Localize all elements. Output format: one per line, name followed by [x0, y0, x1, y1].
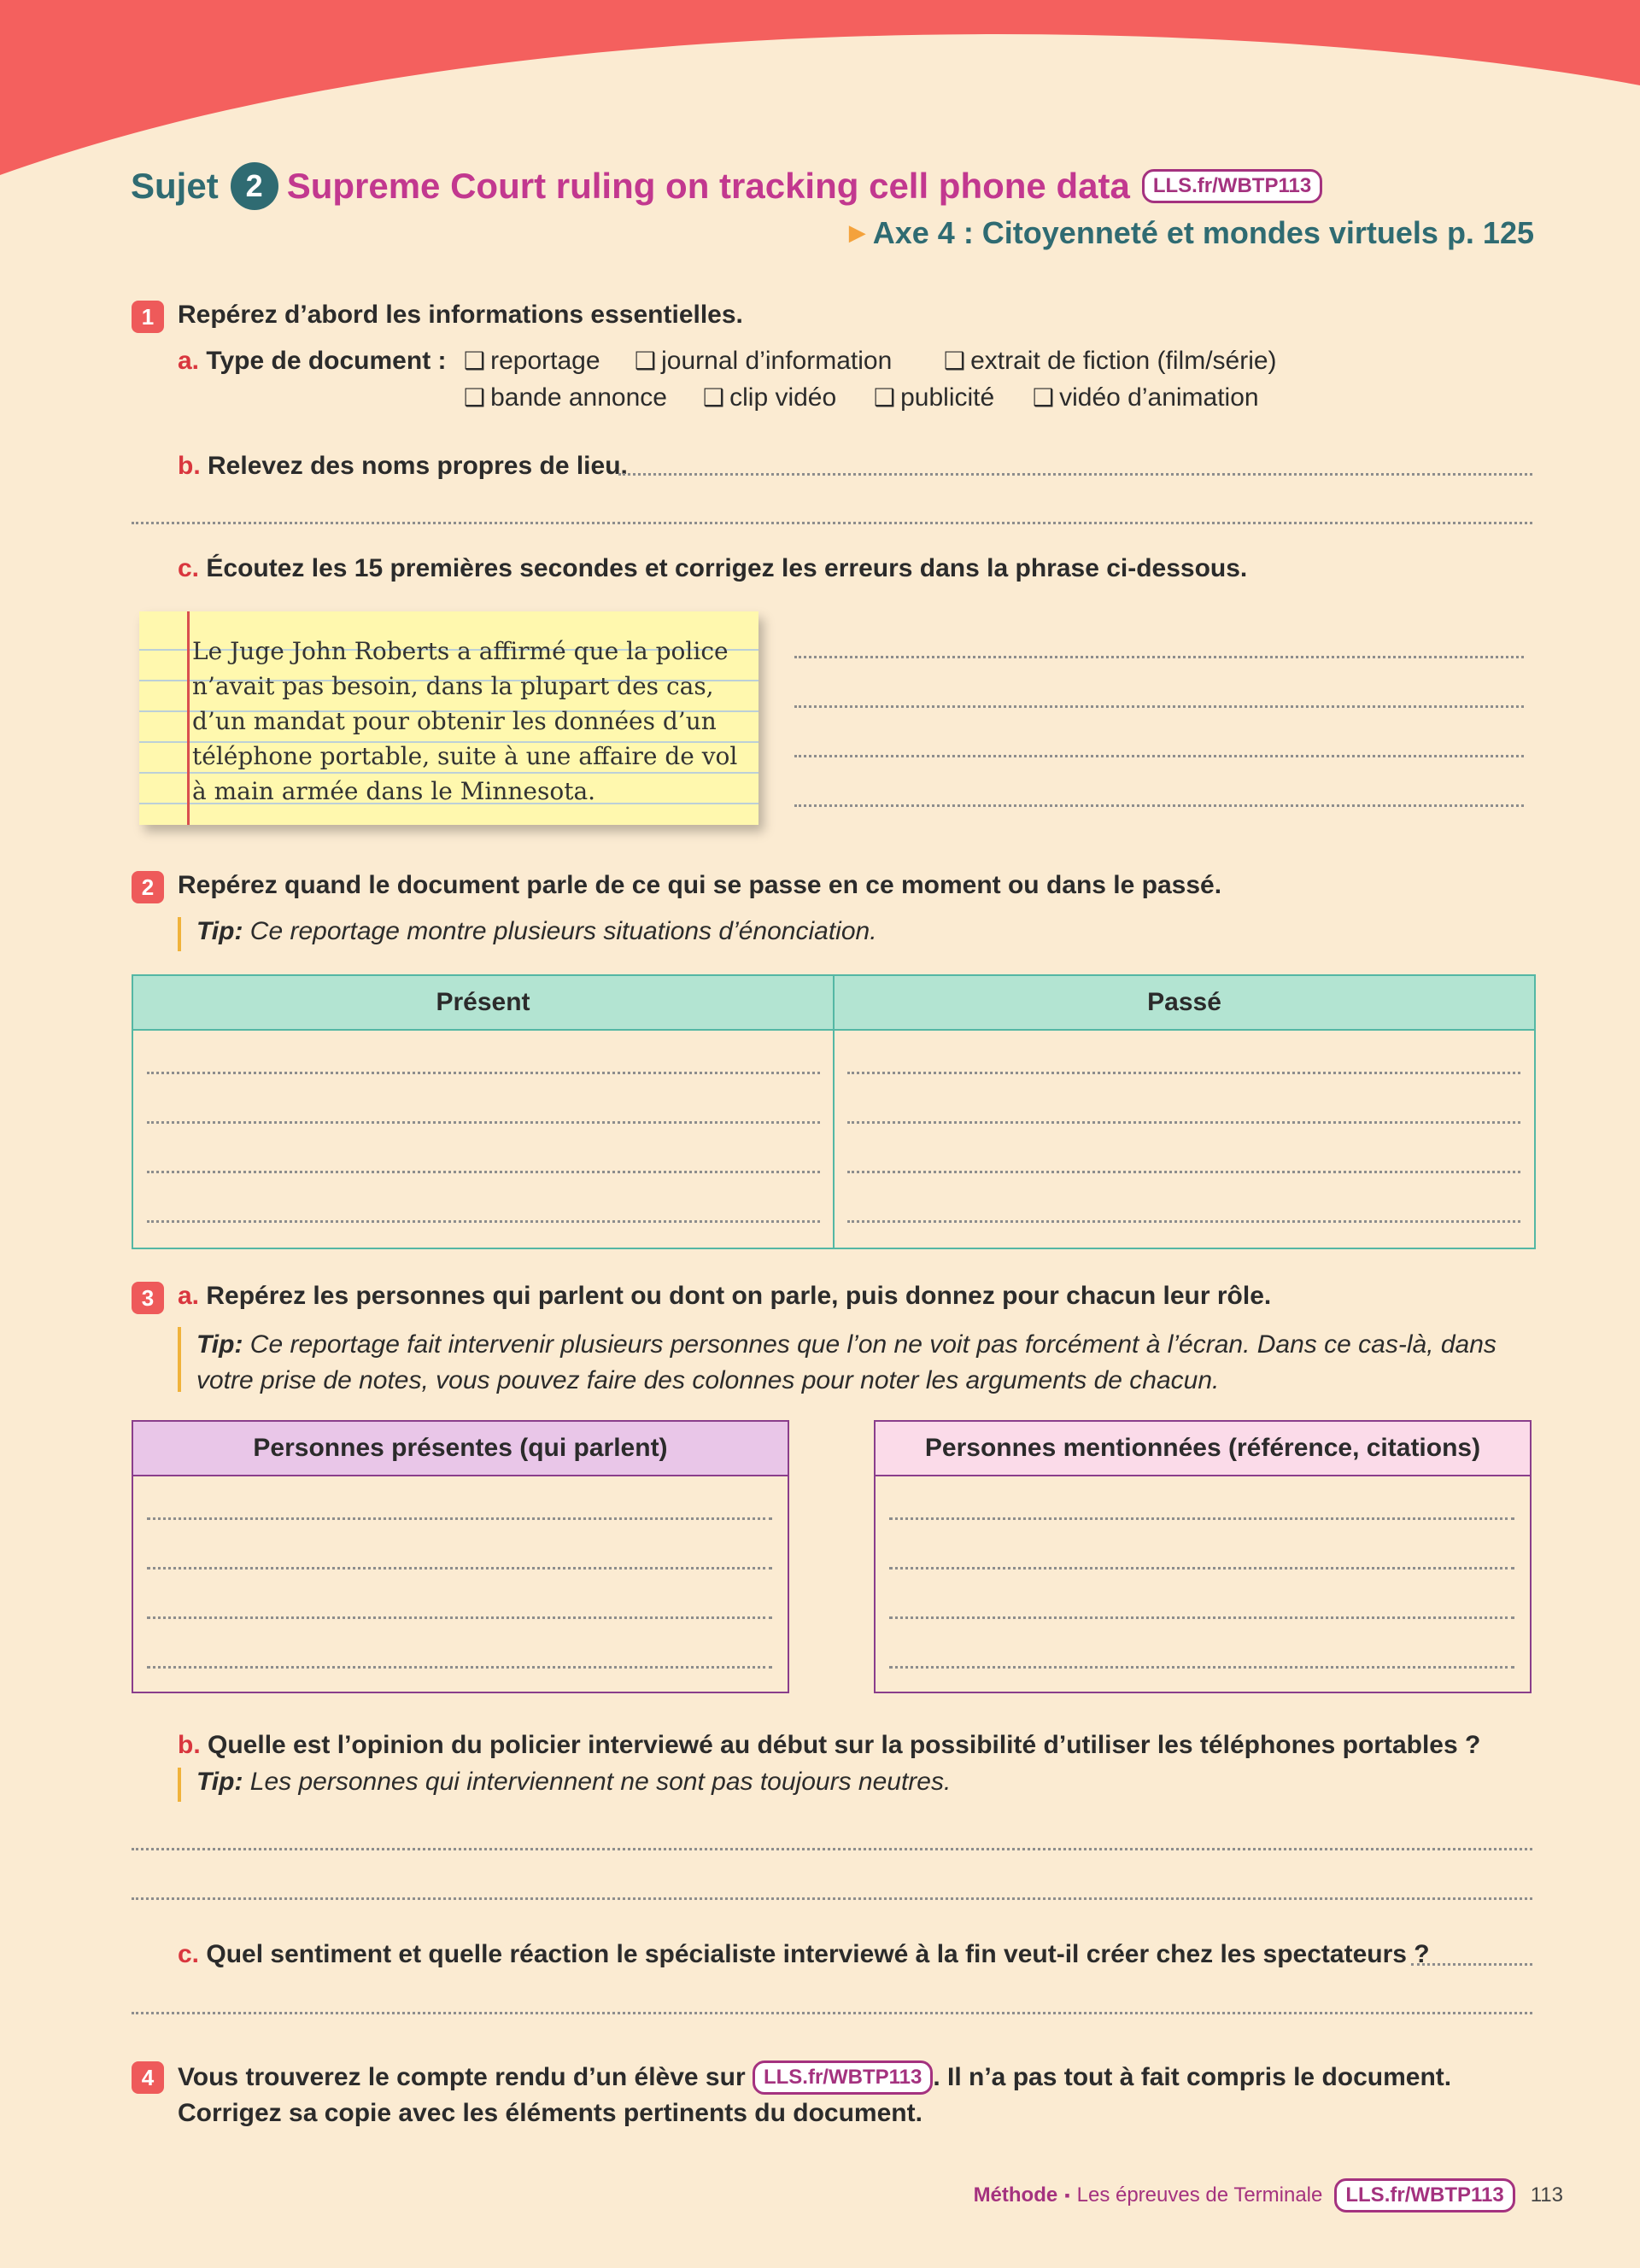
tip-label: Tip: [196, 1330, 243, 1359]
answer-line[interactable] [1411, 1963, 1532, 1966]
triangle-arrow-icon: ▶ [848, 219, 866, 245]
answer-line[interactable] [794, 755, 1524, 757]
doc-type-option-bande-annonce[interactable] [464, 383, 667, 412]
answer-line[interactable] [889, 1666, 1514, 1669]
doc-type-option-journal[interactable] [635, 347, 892, 376]
q1a-label [178, 347, 447, 376]
answer-line[interactable] [847, 1121, 1520, 1124]
tip-label: Tip: [196, 1768, 243, 1796]
question-1-title: Repérez d’abord les informations essentielles. [178, 301, 743, 329]
answer-line[interactable] [132, 2012, 1532, 2014]
q3c-text: Quel sentiment et quelle réaction le spécialiste interviewé à la fin veut-il créer chez les spectateurs ? [206, 1940, 1430, 1968]
question-number-1: 1 [132, 301, 164, 333]
q3b-tip [196, 1768, 951, 1797]
persons-present-table [132, 1420, 789, 1693]
table-header-persons-present: Personnes présentes (qui parlent) [253, 1434, 668, 1462]
question-4-text [178, 2060, 1451, 2131]
option-label: publicité [900, 383, 995, 412]
answer-line[interactable] [847, 1171, 1520, 1173]
q1c-letter: c. [178, 554, 200, 582]
persons-mentioned-table [874, 1420, 1532, 1693]
checkbox-icon[interactable]: ❑ [464, 384, 486, 411]
doc-type-option-publicite[interactable] [874, 383, 994, 412]
option-label: reportage [490, 347, 600, 375]
page-number: 113 [1530, 2183, 1563, 2207]
table-header-persons-mentioned: Personnes mentionnées (référence, citations) [924, 1434, 1481, 1462]
sujet-label: Sujet [131, 166, 219, 206]
q3a-label [178, 1282, 1271, 1311]
option-label: clip vidéo [729, 383, 837, 412]
page-footer [974, 2178, 1563, 2212]
q3b-label [178, 1731, 1480, 1760]
q1b-text: Relevez des noms propres de lieu. [208, 452, 628, 480]
sticky-note [139, 611, 758, 825]
question-number-4: 4 [132, 2061, 164, 2094]
note-margin-line [187, 611, 190, 825]
note-line: n’avait pas besoin, dans la plupart des cas, [192, 672, 714, 700]
tip-text: Ce reportage montre plusieurs situations d’énonciation. [249, 917, 877, 945]
table-header-past: Passé [1147, 988, 1221, 1016]
top-wave-decoration [0, 0, 1640, 184]
checkbox-icon[interactable]: ❑ [464, 348, 486, 374]
answer-line[interactable] [618, 473, 1532, 476]
q4-line2: Corrigez sa copie avec les éléments pertinents du document. [178, 2099, 922, 2127]
tip-bar [178, 1768, 181, 1802]
answer-line[interactable] [132, 522, 1532, 524]
option-label: journal d’information [661, 347, 893, 375]
present-past-table [132, 974, 1536, 1249]
tip-bar [178, 1327, 181, 1392]
answer-line[interactable] [794, 656, 1524, 658]
answer-line[interactable] [889, 1567, 1514, 1569]
q1a-letter: a. [178, 347, 200, 375]
table-header-present: Présent [436, 988, 530, 1016]
q4-text-after: . Il n’a pas tout à fait compris le document. [933, 2063, 1452, 2091]
q1a-text: Type de document : [206, 347, 447, 375]
tip-text: votre prise de notes, vous pouvez faire des colonnes pour noter les arguments de chacun. [196, 1366, 1220, 1394]
doc-type-option-fiction[interactable] [944, 347, 1277, 376]
note-line: téléphone portable, suite à une affaire de vol [192, 742, 738, 770]
answer-line[interactable] [147, 1517, 772, 1520]
answer-line[interactable] [132, 1848, 1532, 1850]
q3a-text: Repérez les personnes qui parlent ou dont on parle, puis donnez pour chacun leur rôle. [206, 1282, 1272, 1310]
checkbox-icon[interactable]: ❑ [1033, 384, 1055, 411]
q3b-text: Quelle est l’opinion du policier interviewé au début sur la possibilité d’utiliser les téléphones portables ? [208, 1731, 1481, 1759]
tip-bar [178, 917, 181, 951]
checkbox-icon[interactable]: ❑ [944, 348, 966, 374]
q3b-letter: b. [178, 1731, 201, 1759]
page-title [131, 161, 1322, 212]
answer-line[interactable] [847, 1072, 1520, 1074]
doc-type-option-animation[interactable] [1033, 383, 1259, 412]
doc-type-option-clip[interactable] [703, 383, 836, 412]
q1c-text: Écoutez les 15 premières secondes et corrigez les erreurs dans la phrase ci-dessous. [206, 554, 1248, 582]
option-label: vidéo d’animation [1059, 383, 1259, 412]
q1b-label [178, 452, 628, 481]
question-number-3: 3 [132, 1282, 164, 1314]
answer-line[interactable] [147, 1616, 772, 1619]
note-line: à main armée dans le Minnesota. [192, 777, 596, 805]
axe-reference[interactable] [849, 215, 1534, 251]
q3a-letter: a. [178, 1282, 200, 1310]
q2-tip [196, 917, 877, 946]
doc-type-option-reportage[interactable] [464, 347, 600, 376]
footer-link[interactable]: LLS.fr/WBTP113 [1334, 2178, 1514, 2212]
answer-line[interactable] [889, 1616, 1514, 1619]
q3c-letter: c. [178, 1940, 200, 1968]
answer-line[interactable] [889, 1517, 1514, 1520]
tip-label: Tip: [196, 917, 243, 945]
answer-line[interactable] [794, 804, 1524, 807]
note-line: d’un mandat pour obtenir les données d’un [192, 707, 717, 735]
option-label: extrait de fiction (film/série) [970, 347, 1277, 375]
answer-line[interactable] [147, 1072, 820, 1074]
tip-text: Ce reportage fait intervenir plusieurs personnes que l’on ne voit pas forcément à l’écran. Dans ce cas-là, dans [249, 1330, 1496, 1359]
q3a-tip [196, 1327, 1496, 1399]
option-label: bande annonce [490, 383, 667, 412]
checkbox-icon[interactable]: ❑ [635, 348, 657, 374]
q4-text-before: Vous trouverez le compte rendu d’un élève sur [178, 2063, 746, 2091]
header-link[interactable]: LLS.fr/WBTP113 [1142, 169, 1322, 203]
answer-line[interactable] [847, 1220, 1520, 1223]
answer-line[interactable] [132, 1897, 1532, 1900]
answer-line[interactable] [147, 1567, 772, 1569]
note-line: Le Juge John Roberts a affirmé que la police [192, 637, 729, 665]
axe-text: Axe 4 : Citoyenneté et mondes virtuels p. 125 [872, 215, 1534, 250]
q1b-letter: b. [178, 452, 201, 480]
sujet-title: Supreme Court ruling on tracking cell phone data [286, 166, 1130, 206]
note-text [192, 634, 747, 809]
q3c-label [178, 1940, 1430, 1969]
answer-line[interactable] [794, 705, 1524, 708]
question-number-2: 2 [132, 871, 164, 903]
footer-section: Méthode [973, 2183, 1058, 2207]
sujet-number-badge: 2 [231, 162, 278, 210]
tip-text: Les personnes qui interviennent ne sont pas toujours neutres. [249, 1768, 952, 1796]
answer-line[interactable] [147, 1666, 772, 1669]
q4-link[interactable]: LLS.fr/WBTP113 [753, 2060, 933, 2095]
checkbox-icon[interactable]: ❑ [703, 384, 725, 411]
checkbox-icon[interactable]: ❑ [874, 384, 896, 411]
q1c-label [178, 554, 1247, 583]
footer-bullet: ▪ [1064, 2186, 1070, 2204]
footer-chapter: Les épreuves de Terminale [1076, 2183, 1323, 2207]
answer-line[interactable] [147, 1220, 820, 1223]
answer-line[interactable] [147, 1121, 820, 1124]
answer-line[interactable] [147, 1171, 820, 1173]
question-2-title: Repérez quand le document parle de ce qui se passe en ce moment ou dans le passé. [178, 871, 1222, 899]
